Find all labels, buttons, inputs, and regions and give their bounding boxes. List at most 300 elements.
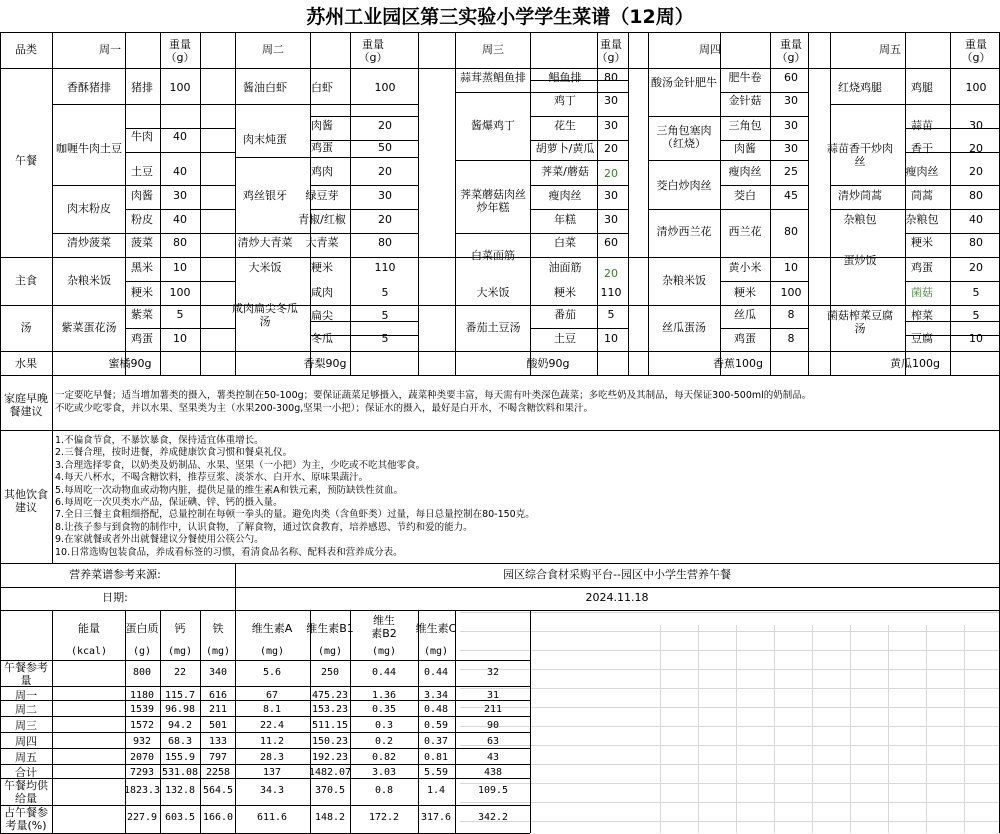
tue-sti1: 粳米	[311, 261, 333, 274]
grid-rule	[460, 688, 1000, 689]
nutrition-row-label: 周五	[15, 751, 37, 764]
grid-rule	[460, 745, 1000, 746]
grid-rule	[125, 32, 126, 375]
nutrition-row-label: 周二	[15, 703, 37, 716]
grid-rule	[0, 351, 1000, 352]
mon-d4i1: 菠菜	[131, 236, 153, 249]
grid-rule	[455, 160, 530, 161]
grid-rule	[0, 732, 530, 733]
header-weight-4: 重量（g）	[961, 38, 991, 64]
grid-rule	[720, 140, 808, 141]
mon-d2i1: 牛肉	[131, 130, 153, 143]
wed-d1w1: 80	[604, 71, 618, 84]
nutrition-header: 铁	[212, 622, 224, 635]
wed-d1: 蒜茸蒸鲳鱼排	[460, 71, 526, 84]
wed-d4i1: 白菜	[554, 236, 576, 249]
nutrition-row-label: 占午餐参考量(%)	[4, 806, 48, 832]
grid-rule	[460, 631, 1000, 632]
nutrition-cell: 611.6	[256, 812, 288, 823]
mon-d3i2: 粉皮	[131, 213, 153, 226]
fri-d4w1: 40	[969, 213, 983, 226]
nutrition-unit: (mg)	[317, 646, 343, 657]
grid-rule	[125, 281, 235, 282]
thu-stw1: 10	[784, 261, 798, 274]
grid-rule	[52, 610, 53, 833]
fri-d2i1: 蒜苗	[911, 119, 933, 132]
nutrition-cell: 475.23	[311, 690, 349, 701]
nutrition-unit: (mg)	[167, 646, 193, 657]
grid-rule	[830, 209, 905, 210]
grid-rule	[905, 281, 1000, 282]
tue-d2: 肉末炖蛋	[243, 133, 287, 146]
nutrition-cell: 67	[265, 690, 279, 701]
mon-sti1: 黑米	[131, 261, 153, 274]
grid-rule	[235, 233, 310, 234]
wed-d1i1: 鲳鱼排	[548, 71, 582, 84]
grid-rule	[905, 185, 1000, 186]
nutrition-cell: 438	[483, 767, 503, 778]
tue-d3i3: 青椒/红椒	[298, 213, 346, 226]
nutrition-row-label: 午餐均供给量	[4, 779, 48, 805]
grid-rule	[905, 104, 1000, 105]
wed-spi2: 土豆	[554, 332, 576, 345]
grid-rule	[455, 610, 456, 833]
grid-rule	[200, 610, 201, 833]
grid-rule	[530, 116, 628, 117]
grid-rule	[235, 563, 236, 610]
wed-d3w1: 20	[604, 167, 618, 180]
nutrition-cell: 564.5	[202, 785, 234, 796]
wed-d2w3: 20	[604, 142, 618, 155]
grid-rule	[125, 233, 235, 234]
wed-d2w1: 30	[604, 94, 618, 107]
grid-rule	[628, 32, 629, 375]
grid-rule	[720, 160, 808, 161]
header-weight-2: 重量（g）	[596, 38, 626, 64]
grid-rule	[0, 686, 530, 687]
mon-d1: 香酥猪排	[67, 81, 111, 94]
fri-d3w1: 80	[969, 189, 983, 202]
grid-rule	[460, 707, 1000, 708]
grid-rule	[0, 660, 530, 661]
fri-d4: 杂粮包	[843, 213, 877, 226]
grid-rule	[648, 116, 720, 117]
header-weight-3: 重量（g）	[776, 38, 806, 64]
thu-d4w1: 80	[784, 225, 798, 238]
mon-spw1: 5	[176, 308, 184, 321]
fri-spw1: 5	[972, 286, 980, 299]
tue-spw2: 5	[381, 309, 389, 322]
grid-rule	[830, 185, 905, 186]
wed-d3i2: 瘦肉丝	[548, 189, 582, 202]
nutrition-cell: 2070	[129, 752, 155, 763]
nutrition-header: 钙	[174, 622, 186, 635]
thu-d2w1: 30	[784, 119, 798, 132]
nutrition-header: 维生素C	[415, 622, 457, 635]
thu-fruit: 香蕉100g	[713, 357, 763, 370]
grid-rule	[350, 610, 351, 833]
fri-d1i1: 鸡腿	[911, 81, 933, 94]
tue-d4i1: 大青菜	[305, 236, 339, 249]
tue-d3i1: 鸡肉	[311, 165, 333, 178]
thu-sp: 丝瓜蛋汤	[662, 321, 706, 334]
grid-rule	[0, 32, 1000, 33]
wed-d2i2: 花生	[554, 119, 576, 132]
nutrition-unit: (mg)	[371, 646, 397, 657]
mon-st: 杂粮米饭	[67, 274, 111, 287]
date-value: 2024.11.18	[585, 591, 649, 604]
nutrition-cell: 31	[486, 690, 500, 701]
grid-rule	[310, 209, 418, 210]
fri-d2w1: 30	[969, 119, 983, 132]
nutrition-cell: 616	[208, 690, 228, 701]
tue-d2i2: 鸡蛋	[311, 141, 333, 154]
fri-spi1: 菌菇	[911, 286, 933, 299]
nutrition-cell: 68.3	[167, 736, 193, 747]
nutrition-cell: 11.2	[259, 736, 285, 747]
grid-rule	[455, 233, 530, 234]
grid-rule	[0, 764, 530, 765]
nutrition-row-label: 合计	[15, 766, 37, 779]
grid-rule	[460, 726, 1000, 727]
nutrition-cell: 0.8	[374, 785, 394, 796]
nutrition-cell: 342.2	[477, 812, 509, 823]
nutrition-cell: 1539	[129, 704, 155, 715]
nutrition-cell: 501	[208, 720, 228, 731]
grid-rule	[160, 32, 161, 375]
fri-d1: 红烧鸡腿	[838, 81, 882, 94]
tue-d4: 清炒大青菜	[237, 236, 293, 249]
grid-rule	[460, 802, 1000, 803]
grid-rule	[125, 104, 235, 105]
nutrition-cell: 511.15	[311, 720, 349, 731]
nutrition-cell: 5.6	[262, 667, 282, 678]
nutrition-cell: 8.1	[262, 704, 282, 715]
nutrition-cell: 96.98	[164, 704, 196, 715]
mon-spi2: 鸡蛋	[131, 332, 153, 345]
fri-stw2: 20	[969, 261, 983, 274]
wed-d3i1: 荠菜/蘑菇	[541, 165, 589, 178]
grid-rule	[720, 281, 808, 282]
nutrition-cell: 1572	[129, 720, 155, 731]
grid-rule	[460, 669, 1000, 670]
header-weight-1: 重量（g）	[358, 38, 388, 64]
tue-d3w1: 20	[378, 165, 392, 178]
nutrition-header: 蛋白质	[125, 622, 159, 635]
grid-rule	[0, 748, 530, 749]
note-line: 7.全日三餐主食粗细搭配，总量控制在每顿一拳头的量。避免肉类（含鱼虾类）过量，每日总量控制在80-150克。	[55, 509, 535, 521]
tue-spw1: 5	[381, 286, 389, 299]
nutrition-cell: 0.44	[423, 667, 449, 678]
fri-d2: 蒜苗香干炒肉丝	[827, 142, 893, 168]
fri-d3i1: 茼蒿	[911, 189, 933, 202]
category-fruit: 水果	[15, 357, 37, 370]
grid-rule	[0, 610, 1000, 611]
tue-spi3: 冬瓜	[311, 332, 333, 345]
category-soup: 汤	[20, 321, 32, 334]
tue-spi2: 扁尖	[311, 309, 333, 322]
fri-d1w1: 100	[965, 81, 987, 94]
note-line: 10.日常选购包装食品，养成看标签的习惯，看清食品名称、配料表和营养成分表。	[55, 546, 403, 558]
grid-rule	[460, 650, 1000, 651]
page-title: 苏州工业园区第三实验小学学生菜谱（12周）	[306, 6, 694, 28]
breakfast-line2: 不吃或少吃零食，并以水果、坚果类为主（水果200-300g,坚果一小把）；保证水的摄入，最好是白开水，不喝含糖饮料和果汁。	[55, 403, 593, 414]
wed-d2i3: 胡萝卜/黄瓜	[535, 142, 595, 155]
note-line: 8.让孩子参与到食物的制作中，认识食物，了解食物，通过饮食教育，培养感恩、节约和爱的能力。	[55, 521, 473, 533]
grid-rule	[460, 783, 1000, 784]
nutrition-unit: (mg)	[423, 646, 449, 657]
grid-rule	[648, 160, 720, 161]
fri-stw1: 80	[969, 236, 983, 249]
grid-rule	[310, 185, 418, 186]
mon-sti2: 粳米	[131, 286, 153, 299]
thu-spi2: 鸡蛋	[734, 332, 756, 345]
grid-rule	[530, 185, 628, 186]
thu-d1: 酸汤金针肥牛	[651, 76, 717, 89]
wed-d3w3: 30	[604, 213, 618, 226]
nutrition-cell: 1482.07	[308, 767, 352, 778]
date-label: 日期:	[102, 591, 128, 604]
grid-rule	[720, 32, 721, 375]
nutrition-cell: 800	[132, 667, 152, 678]
category-staple: 主食	[15, 274, 37, 287]
nutrition-cell: 109.5	[477, 785, 509, 796]
nutrition-row-label: 周四	[15, 735, 37, 748]
thu-d4: 清炒西兰花	[656, 225, 712, 238]
nutrition-cell: 0.2	[374, 736, 394, 747]
fri-spw2: 5	[972, 309, 980, 322]
nutrition-cell: 132.8	[164, 785, 196, 796]
nutrition-cell: 5.59	[423, 767, 449, 778]
grid-rule	[125, 328, 235, 329]
thu-d2i2: 肉酱	[734, 142, 756, 155]
grid-rule	[125, 610, 126, 833]
nutrition-unit: (mg)	[205, 646, 231, 657]
note-line: 5.每周吃一次动物血或动物内脏，提供足量的维生素A和铁元素，预防缺铁性贫血。	[55, 484, 404, 496]
grid-rule	[0, 563, 1000, 564]
mon-d1i1: 猪排	[131, 81, 153, 94]
wed-sp: 番茄土豆汤	[465, 321, 521, 334]
mon-fruit: 蜜橘90g	[108, 357, 152, 370]
wed-fruit: 酸奶90g	[526, 357, 570, 370]
thu-d3i1: 瘦肉丝	[728, 165, 762, 178]
nutrition-cell: 172.2	[368, 812, 400, 823]
thu-d3: 茭白炒肉丝	[656, 179, 712, 192]
wed-d4i2: 油面筋	[548, 261, 582, 274]
grid-rule	[720, 209, 808, 210]
nutrition-row-label: 午餐参考量	[4, 661, 48, 687]
grid-rule	[310, 610, 311, 833]
nutrition-header: 维生素B2	[371, 614, 397, 640]
wed-stw1: 110	[600, 286, 622, 299]
nutrition-unit: (kcal)	[70, 646, 108, 657]
grid-rule	[0, 375, 1000, 376]
header-weight-0: 重量（g）	[165, 38, 195, 64]
nutrition-cell: 32	[486, 667, 500, 678]
nutrition-cell: 22	[173, 667, 187, 678]
fri-fruit: 黄瓜100g	[890, 357, 940, 370]
grid-rule	[235, 610, 236, 833]
grid-rule	[310, 233, 418, 234]
note-line: 6.每周吃一次贝类水产品，保证碘、锌、钙的摄入量。	[55, 497, 283, 508]
grid-rule	[52, 375, 53, 563]
nutrition-cell: 0.35	[371, 704, 397, 715]
mon-spw2: 10	[173, 332, 187, 345]
nutrition-cell: 137	[262, 767, 282, 778]
thu-sti1: 黄小米	[728, 261, 762, 274]
fri-sp: 菌菇榨菜豆腐汤	[827, 309, 893, 335]
tue-d2i1: 肉酱	[311, 119, 333, 132]
nutrition-row-label: 周三	[15, 719, 37, 732]
nutrition-cell: 0.44	[371, 667, 397, 678]
nutrition-cell: 34.3	[259, 785, 285, 796]
grid-rule	[770, 32, 771, 375]
tue-sp: 咸肉扁尖冬瓜汤	[232, 302, 298, 328]
nutrition-cell: 1.36	[371, 690, 397, 701]
grid-rule	[160, 610, 161, 833]
fri-spw3: 10	[969, 332, 983, 345]
nutrition-cell: 22.4	[259, 720, 285, 731]
grid-rule	[530, 328, 628, 329]
thu-d4i1: 西兰花	[728, 225, 762, 238]
nutrition-row-label: 周一	[15, 689, 37, 702]
grid-rule	[0, 32, 1, 833]
nutrition-cell: 1.4	[426, 785, 446, 796]
tue-d1w1: 100	[374, 81, 396, 94]
grid-rule	[530, 233, 628, 234]
fri-sti2: 鸡蛋	[911, 261, 933, 274]
nutrition-cell: 3.34	[423, 690, 449, 701]
nutrition-cell: 340	[208, 667, 228, 678]
thu-d3i2: 茭白	[734, 189, 756, 202]
tue-d3w3: 20	[378, 213, 392, 226]
tue-spw3: 5	[381, 332, 389, 345]
grid-rule	[0, 716, 530, 717]
nutrition-cell: 166.0	[202, 812, 234, 823]
note-line: 3.合理选择零食，以奶类及奶制品、水果、坚果（一小把）为主，少吃或不吃其他零食。	[55, 459, 426, 471]
mon-stw1: 10	[173, 261, 187, 274]
nutrition-cell: 0.48	[423, 704, 449, 715]
wed-d2i1: 鸡丁	[554, 94, 576, 107]
grid-rule	[235, 104, 310, 105]
thu-d1w1: 60	[784, 71, 798, 84]
fri-sti1: 粳米	[911, 236, 933, 249]
grid-rule	[530, 92, 628, 93]
nutrition-cell: 227.9	[126, 812, 158, 823]
tue-d2w1: 20	[378, 119, 392, 132]
grid-rule	[950, 32, 951, 375]
grid-rule	[530, 140, 628, 141]
tue-spi1: 咸肉	[311, 286, 333, 299]
mon-d2: 咖喱牛肉土豆	[56, 142, 122, 155]
fri-d2w2: 20	[969, 142, 983, 155]
grid-rule	[125, 128, 235, 129]
mon-d2i2: 土豆	[131, 165, 153, 178]
tue-d1i1: 白虾	[311, 81, 333, 94]
nutrition-cell: 115.7	[164, 690, 196, 701]
header-tue: 周二	[262, 43, 284, 56]
grid-rule	[52, 32, 53, 375]
grid-rule	[530, 160, 628, 161]
tue-d2w2: 50	[378, 141, 392, 154]
nutrition-cell: 90	[486, 720, 500, 731]
grid-rule	[235, 157, 310, 158]
nutrition-cell: 43	[486, 752, 500, 763]
thu-d2w2: 30	[784, 142, 798, 155]
mon-d4: 清炒菠菜	[67, 236, 111, 249]
grid-rule	[530, 209, 628, 210]
nutrition-cell: 603.5	[164, 812, 196, 823]
nutrition-cell: 370.5	[314, 785, 346, 796]
tue-d3: 鸡丝银牙	[243, 189, 287, 202]
nutrition-cell: 211	[208, 704, 228, 715]
wed-d4: 白菜面筋	[471, 249, 515, 262]
fri-d2w3: 20	[969, 165, 983, 178]
mon-d2w1: 40	[173, 130, 187, 143]
grid-rule	[52, 233, 125, 234]
nutrition-unit: (g)	[132, 646, 152, 657]
mon-d3i1: 肉酱	[131, 189, 153, 202]
header-mon: 周一	[99, 43, 121, 56]
grid-rule	[808, 32, 809, 375]
nutrition-cell: 3.03	[371, 767, 397, 778]
nutrition-cell: 150.23	[311, 736, 349, 747]
fri-d3: 清炒茼蒿	[838, 189, 882, 202]
grid-rule	[455, 92, 530, 93]
grid-rule	[0, 68, 1000, 69]
mon-d3: 肉末粉皮	[67, 202, 111, 215]
fri-d4i1: 杂粮包	[905, 213, 939, 226]
grid-rule	[0, 805, 530, 806]
nutrition-cell: 0.81	[423, 752, 449, 763]
wed-spi1: 番茄	[554, 308, 576, 321]
nutrition-cell: 0.37	[423, 736, 449, 747]
nutrition-cell: 94.2	[167, 720, 193, 731]
tue-d1: 酱油白虾	[243, 81, 287, 94]
grid-rule	[905, 209, 1000, 210]
nutrition-cell: 2258	[205, 767, 231, 778]
nutrition-cell: 0.3	[374, 720, 394, 731]
source-label: 营养菜谱参考来源:	[69, 568, 161, 581]
note-line: 1.不偏食节食，不暴饮暴食，保持适宜体重增长。	[55, 435, 264, 446]
thu-d2i1: 三角包	[728, 119, 762, 132]
other-advice-label: 其他饮食建议	[4, 488, 48, 514]
mon-d2w2: 40	[173, 165, 187, 178]
nutrition-header: 能量	[78, 622, 100, 635]
tue-d3w2: 30	[378, 189, 392, 202]
thu-spw2: 8	[787, 332, 795, 345]
wed-d3i3: 年糕	[554, 213, 576, 226]
nutrition-cell: 192.23	[311, 752, 349, 763]
mon-d4w1: 80	[173, 236, 187, 249]
note-line: 9.在家就餐或者外出就餐建议分餐使用公筷公勺。	[55, 534, 264, 546]
grid-rule	[310, 104, 418, 105]
thu-d1i1: 肥牛卷	[728, 71, 762, 84]
grid-rule	[460, 612, 1000, 613]
fri-d2i3: 瘦肉丝	[905, 165, 939, 178]
grid-rule	[648, 209, 720, 210]
header-fri: 周五	[879, 43, 901, 56]
grid-rule	[720, 185, 808, 186]
source-value: 园区综合食材采购平台--园区中小学生营养午餐	[503, 568, 731, 581]
nutrition-cell: 148.2	[314, 812, 346, 823]
grid-rule	[125, 209, 235, 210]
grid-rule	[52, 104, 125, 105]
tue-d4w1: 80	[378, 236, 392, 249]
grid-rule	[720, 92, 808, 93]
wed-d4w2: 20	[604, 267, 618, 280]
breakfast-line1: 一定要吃早餐；适当增加薯类的摄入，薯类控制在50-100g；要保证蔬菜足够摄入，蔬菜种类要丰富，每天需有叶类深色蔬菜；多吃些奶及其制品，每天保证300-500ml的奶制品。	[55, 390, 812, 401]
